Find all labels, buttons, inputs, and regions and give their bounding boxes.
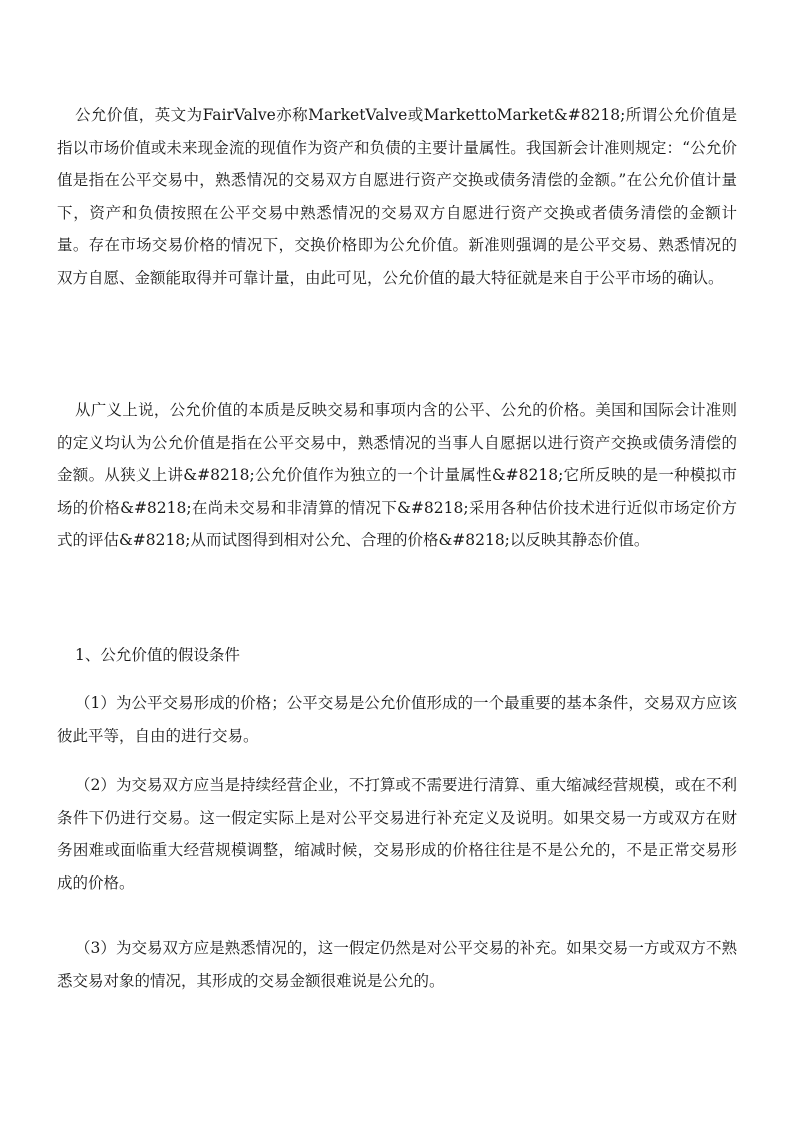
paragraph-fair-value-definition: 公允价值，英文为FairValve亦称MarketValve或MarkettoMarket&#8218;所谓公允价值是指以市场价值或未来现金流的现值作为资产和负债的主要计量属性。我国新会计准则规定：“公允价值是指在公平交易中，熟悉情况的交易双方自愿进行资产交换或债务清偿的金额。”在公允价值计量下，资产和负债按照在公平交易中熟悉情况的交易双方自愿进行资产交换或者债务清偿的金额计量。存在市场交易价格的情况下，交换价格即为公允价值。新准则强调的是公平交易、熟悉情况的双方自愿、金额能取得并可靠计量，由此可见，公允价值的最大特征就是来自于公平市场的确认。: [57, 106, 737, 287]
paragraph-assumption-3: （3）为交易双方应是熟悉情况的，这一假定仍然是对公平交易的补充。如果交易一方或双方不熟悉交易对象的情况，其形成的交易金额很难说是公允的。: [57, 939, 737, 990]
paragraph-assumption-1: （1）为公平交易形成的价格；公平交易是公允价值形成的一个最重要的基本条件，交易双方应该彼此平等，自由的进行交易。: [57, 694, 737, 745]
section-heading-assumptions: 1、公允价值的假设条件: [75, 646, 240, 664]
paragraph-assumption-2: （2）为交易双方应当是持续经营企业，不打算或不需要进行清算、重大缩减经营规模，或在不利条件下仍进行交易。这一假定实际上是对公平交易进行补充定义及说明。如果交易一方或双方在财务困难或面临重大经营规模调整，缩减时候，交易形成的价格往往是不是公允的，不是正常交易形成的价格。: [57, 776, 737, 892]
paragraph-broad-narrow-sense: 从广义上说，公允价值的本质是反映交易和事项内含的公平、公允的价格。美国和国际会计准则的定义均认为公允价值是指在公平交易中，熟悉情况的当事人自愿据以进行资产交换或债务清偿的金额。从狭义上讲&#8218;公允价值作为独立的一个计量属性&#8218;它所反映的是一种模拟市场的价格&#8218;在尚未交易和非清算的情况下&#8218;采用各种估价技术进行近似市场定价方式的评估&#8218;从而试图得到相对公允、合理的价格&#8218;以反映其静态价值。: [57, 401, 737, 550]
